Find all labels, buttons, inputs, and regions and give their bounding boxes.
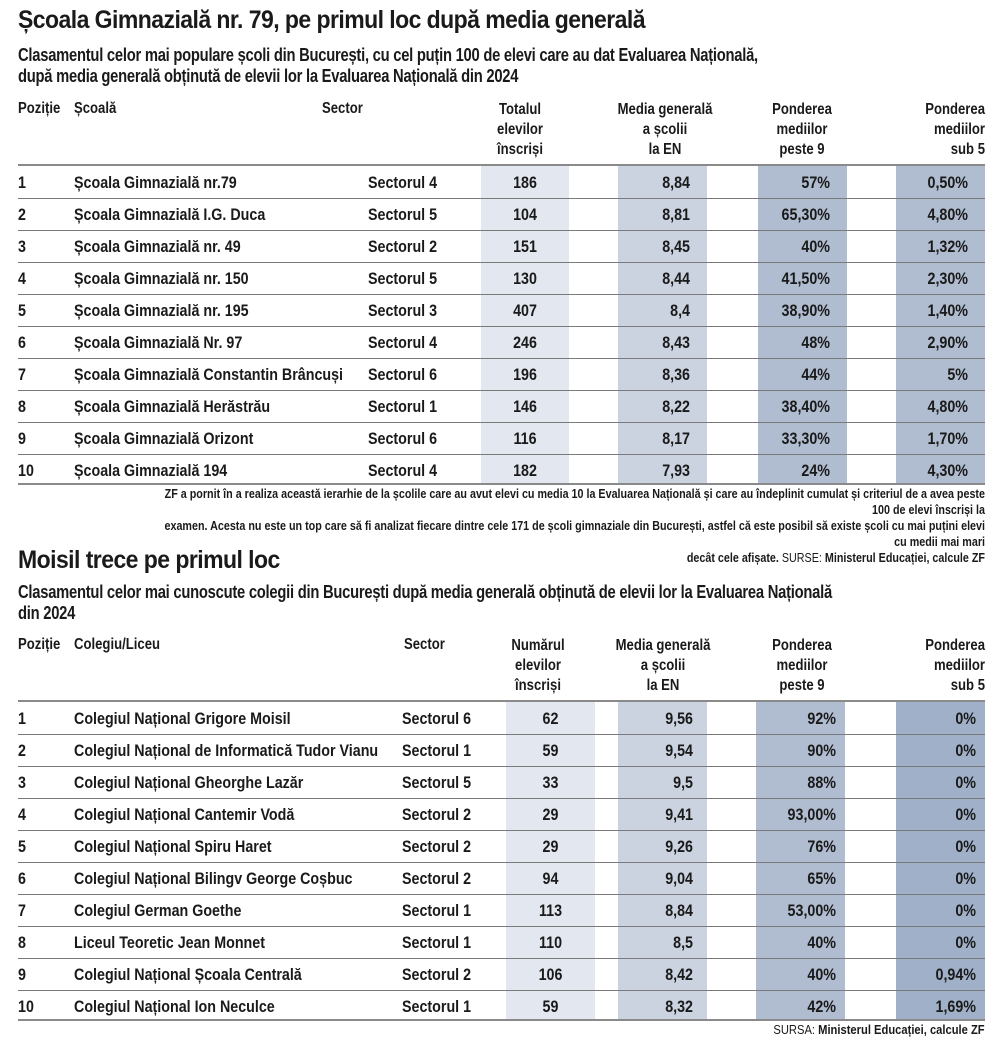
- table-row: [18, 959, 985, 991]
- cell-sector: Sectorul 5: [402, 773, 472, 792]
- cell-position: 9: [18, 429, 26, 448]
- table2-header-average: Media generală a școlii la EN: [615, 637, 711, 694]
- cell-sector: Sectorul 5: [368, 269, 438, 288]
- cell-position: 1: [18, 173, 26, 192]
- cell-sector: Sectorul 1: [402, 741, 472, 760]
- cell-below5: 4,80%: [927, 205, 968, 224]
- cell-enrolled: 59: [542, 741, 559, 760]
- cell-name: Școala Gimnazială nr. 150: [74, 269, 249, 288]
- table1-subtitle-line1: Clasamentul celor mai populare școli din București, cu cel puțin 100 de elevi care au dat Evaluarea Națională,: [18, 45, 758, 65]
- cell-enrolled: 407: [513, 301, 537, 320]
- cell-name: Colegiul Național Bilingv George Coșbuc: [74, 869, 353, 888]
- table1-header-sector: Sector: [322, 100, 363, 117]
- cell-average: 8,32: [665, 997, 693, 1016]
- table2-subtitle-line1: Clasamentul celor mai cunoscute colegii din București după media generală obținută de elevii lor la Evaluarea Națională: [18, 582, 832, 602]
- cell-average: 8,45: [662, 237, 690, 256]
- cell-name: Școala Gimnazială Herăstrău: [74, 397, 271, 416]
- table-row: [18, 863, 985, 895]
- cell-sector: Sectorul 2: [368, 237, 438, 256]
- cell-below5: 1,70%: [927, 429, 968, 448]
- cell-below5: 1,69%: [935, 997, 976, 1016]
- cell-enrolled: 186: [513, 173, 537, 192]
- cell-below5: 0%: [955, 709, 976, 728]
- table2-header-position: Poziție: [18, 636, 61, 653]
- cell-sector: Sectorul 6: [402, 709, 472, 728]
- cell-above9: 24%: [801, 461, 830, 480]
- table1-source-value: Ministerul Educației, calcule ZF: [824, 551, 985, 565]
- table2-header-below5: Ponderea mediilor sub 5: [925, 637, 985, 694]
- cell-below5: 0%: [955, 837, 976, 856]
- table-row: [18, 895, 985, 927]
- cell-below5: 2,90%: [927, 333, 968, 352]
- cell-above9: 65,30%: [781, 205, 830, 224]
- cell-below5: 5%: [947, 365, 968, 384]
- cell-enrolled: 113: [538, 901, 563, 920]
- cell-sector: Sectorul 6: [368, 429, 438, 448]
- cell-position: 6: [18, 333, 26, 352]
- cell-sector: Sectorul 5: [368, 205, 438, 224]
- cell-above9: 53,00%: [787, 901, 836, 920]
- cell-above9: 57%: [801, 173, 830, 192]
- table1-header-enrolled: Totalul elevilor înscriși: [497, 101, 543, 158]
- cell-enrolled: 146: [513, 397, 537, 416]
- cell-below5: 0,50%: [927, 173, 968, 192]
- cell-position: 8: [18, 933, 26, 952]
- cell-sector: Sectorul 1: [368, 397, 438, 416]
- cell-sector: Sectorul 1: [402, 997, 472, 1016]
- cell-average: 8,84: [665, 901, 693, 920]
- cell-above9: 42%: [807, 997, 836, 1016]
- table1-source-label: SURSE:: [781, 551, 822, 565]
- cell-name: Școala Gimnazială Nr. 97: [74, 333, 243, 352]
- table1-bottom-rule: [18, 483, 985, 485]
- table2-source-label: SURSA:: [773, 1022, 816, 1037]
- cell-average: 9,26: [665, 837, 693, 856]
- cell-above9: 40%: [807, 933, 836, 952]
- table-row: [18, 735, 985, 767]
- cell-average: 9,56: [665, 709, 693, 728]
- table1-title: Școala Gimnazială nr. 79, pe primul loc după media generală: [18, 6, 646, 34]
- cell-name: Școala Gimnazială nr.79: [74, 173, 237, 192]
- cell-sector: Sectorul 2: [402, 805, 472, 824]
- cell-average: 8,22: [662, 397, 690, 416]
- cell-average: 8,43: [662, 333, 690, 352]
- cell-average: 8,4: [670, 301, 690, 320]
- cell-above9: 93,00%: [787, 805, 836, 824]
- cell-average: 9,5: [673, 773, 693, 792]
- cell-average: 9,54: [665, 741, 693, 760]
- table-row: [18, 423, 985, 455]
- cell-sector: Sectorul 3: [368, 301, 438, 320]
- table2-source: [774, 1022, 985, 1037]
- cell-enrolled: 94: [542, 869, 559, 888]
- cell-enrolled: 33: [542, 773, 559, 792]
- table1-header-rule: [18, 164, 985, 166]
- cell-average: 8,84: [662, 173, 690, 192]
- cell-position: 4: [18, 269, 26, 288]
- cell-above9: 65%: [807, 869, 836, 888]
- table2-header-sector: Sector: [404, 636, 445, 653]
- cell-below5: 0%: [955, 741, 976, 760]
- cell-enrolled: 29: [542, 805, 559, 824]
- cell-above9: 38,40%: [781, 397, 830, 416]
- cell-name: Colegiul Național Grigore Moisil: [74, 709, 291, 728]
- table-row: [18, 359, 985, 391]
- cell-sector: Sectorul 4: [368, 173, 438, 192]
- table2-header-enrolled: Numărul elevilor înscriși: [511, 637, 565, 694]
- cell-average: 7,93: [662, 461, 690, 480]
- cell-average: 8,17: [662, 429, 690, 448]
- cell-above9: 90%: [807, 741, 836, 760]
- cell-above9: 40%: [801, 237, 830, 256]
- table-row: [18, 927, 985, 959]
- table-row: [18, 199, 985, 231]
- cell-below5: 4,80%: [927, 397, 968, 416]
- cell-average: 8,5: [673, 933, 693, 952]
- table-row: [18, 167, 985, 199]
- table-row: [18, 703, 985, 735]
- cell-position: 9: [18, 965, 26, 984]
- table1-subtitle-line2: după media generală obținută de elevii lor la Evaluarea Națională din 2024: [18, 66, 519, 86]
- cell-name: Colegiul Național Spiru Haret: [74, 837, 272, 856]
- cell-average: 8,44: [662, 269, 690, 288]
- cell-average: 9,04: [665, 869, 693, 888]
- cell-above9: 33,30%: [781, 429, 830, 448]
- cell-position: 10: [18, 997, 34, 1016]
- cell-name: Colegiul German Goethe: [74, 901, 242, 920]
- cell-below5: 4,30%: [927, 461, 968, 480]
- cell-name: Școala Gimnazială nr. 195: [74, 301, 249, 320]
- table-row: [18, 327, 985, 359]
- cell-position: 3: [18, 237, 26, 256]
- table1-header-average: Media generală a școlii la EN: [617, 101, 713, 158]
- cell-enrolled: 151: [513, 237, 537, 256]
- table1-header-above9: Ponderea mediilor peste 9: [772, 101, 832, 158]
- cell-enrolled: 182: [513, 461, 537, 480]
- table-row: [18, 295, 985, 327]
- cell-below5: 0,94%: [935, 965, 976, 984]
- cell-name: Școala Gimnazială Constantin Brâncuși: [74, 365, 344, 384]
- table-row: [18, 263, 985, 295]
- table-row: [18, 799, 985, 831]
- cell-enrolled: 110: [538, 933, 563, 952]
- cell-enrolled: 29: [542, 837, 559, 856]
- table2-subtitle-line2: din 2024: [18, 603, 76, 623]
- cell-above9: 41,50%: [781, 269, 830, 288]
- cell-below5: 0%: [955, 933, 976, 952]
- cell-below5: 2,30%: [927, 269, 968, 288]
- cell-position: 8: [18, 397, 26, 416]
- table2-bottom-rule: [18, 1019, 985, 1021]
- cell-name: Școala Gimnazială Orizont: [74, 429, 254, 448]
- cell-enrolled: 104: [513, 205, 537, 224]
- cell-position: 3: [18, 773, 26, 792]
- table2-title: Moisil trece pe primul loc: [18, 546, 280, 574]
- cell-name: Colegiul Național Ion Neculce: [74, 997, 275, 1016]
- cell-sector: Sectorul 4: [368, 333, 438, 352]
- cell-position: 2: [18, 205, 26, 224]
- table-row: [18, 831, 985, 863]
- cell-sector: Sectorul 4: [368, 461, 438, 480]
- cell-enrolled: 116: [513, 429, 537, 448]
- cell-average: 9,41: [665, 805, 693, 824]
- cell-above9: 38,90%: [781, 301, 830, 320]
- cell-enrolled: 59: [542, 997, 559, 1016]
- cell-above9: 48%: [801, 333, 830, 352]
- cell-above9: 92%: [807, 709, 836, 728]
- cell-average: 8,81: [662, 205, 690, 224]
- table1-methodology-note: ZF a pornit în a realiza această ierarhie de la școlile care au avut elevi cu media 10 la Evaluarea Națională și care au îndeplinit cumulat și criteriul de a avea peste 100 de elevi înscriși la examen. Acesta nu este un top care să fi analizat fiecare dintre cele 171 de școli gimnaziale din București, astfel că este posibil să existe școli cu mai puțini elevi cu medii mai mari decât cele afișate. SURSE: Ministerul Educației, calcule ZF: [164, 487, 986, 565]
- cell-enrolled: 62: [542, 709, 559, 728]
- cell-below5: 0%: [955, 901, 976, 920]
- cell-average: 8,36: [662, 365, 690, 384]
- cell-name: Colegiul Național Gheorghe Lazăr: [74, 773, 304, 792]
- cell-below5: 0%: [955, 805, 976, 824]
- cell-below5: 0%: [955, 869, 976, 888]
- table-row: [18, 767, 985, 799]
- table-row: [18, 231, 985, 263]
- cell-below5: 0%: [955, 773, 976, 792]
- cell-above9: 40%: [807, 965, 836, 984]
- cell-name: Liceul Teoretic Jean Monnet: [74, 933, 265, 952]
- cell-name: Colegiul Național Cantemir Vodă: [74, 805, 295, 824]
- cell-name: Colegiul Național de Informatică Tudor Vianu: [74, 741, 379, 760]
- cell-below5: 1,32%: [927, 237, 968, 256]
- cell-sector: Sectorul 6: [368, 365, 438, 384]
- cell-above9: 44%: [801, 365, 830, 384]
- cell-position: 4: [18, 805, 26, 824]
- cell-name: Școala Gimnazială 194: [74, 461, 228, 480]
- cell-position: 5: [18, 837, 26, 856]
- cell-enrolled: 196: [513, 365, 537, 384]
- cell-average: 8,42: [665, 965, 693, 984]
- cell-above9: 76%: [807, 837, 836, 856]
- cell-sector: Sectorul 2: [402, 965, 472, 984]
- table2-header-above9: Ponderea mediilor peste 9: [772, 637, 832, 694]
- cell-enrolled: 106: [538, 965, 563, 984]
- cell-name: Școala Gimnazială nr. 49: [74, 237, 241, 256]
- cell-position: 2: [18, 741, 26, 760]
- table2-header-rule: [18, 700, 985, 702]
- cell-name: Școala Gimnazială I.G. Duca: [74, 205, 266, 224]
- cell-name: Colegiul Național Școala Centrală: [74, 965, 302, 984]
- table-row: [18, 391, 985, 423]
- cell-position: 7: [18, 901, 26, 920]
- cell-enrolled: 246: [513, 333, 537, 352]
- cell-position: 1: [18, 709, 26, 728]
- cell-enrolled: 130: [513, 269, 537, 288]
- cell-sector: Sectorul 2: [402, 869, 472, 888]
- table1-header-below5: Ponderea mediilor sub 5: [925, 101, 985, 158]
- table1-header-position: Poziție: [18, 100, 61, 117]
- cell-sector: Sectorul 1: [402, 933, 472, 952]
- table2-header-name: Colegiu/Liceu: [74, 636, 161, 653]
- cell-sector: Sectorul 2: [402, 837, 472, 856]
- table1-header-name: Școală: [74, 100, 117, 117]
- cell-position: 5: [18, 301, 26, 320]
- cell-sector: Sectorul 1: [402, 901, 472, 920]
- cell-position: 7: [18, 365, 26, 384]
- table2-source-value: Ministerul Educației, calcule ZF: [818, 1022, 985, 1037]
- cell-below5: 1,40%: [927, 301, 968, 320]
- cell-position: 6: [18, 869, 26, 888]
- cell-above9: 88%: [807, 773, 836, 792]
- cell-position: 10: [18, 461, 34, 480]
